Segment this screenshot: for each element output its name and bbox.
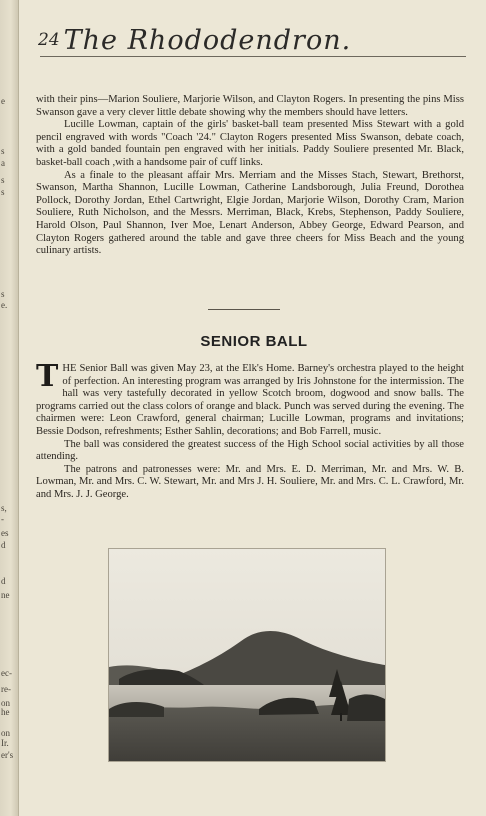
gutter-fragment: s: [1, 187, 5, 197]
gutter-fragment: er's: [1, 750, 14, 760]
photo-right-shrubs: [347, 694, 385, 721]
gutter-fragment: on: [1, 728, 10, 738]
gutter-fragment: e: [1, 96, 5, 106]
senior-ball-lead-text: HE Senior Ball was given May 23, at the Elk's Home. Barney's orchestra played to the height of perfection. An interesting program was arranged by Iris Johnstone for the intermission. The hall was very tastefully decorated in yellow Scotch broom, dogwood and snow balls. The programs carried out the class colors of orange and black. Punch was served during the evening. The chairmen were: Leon Crawford, general chairman; Lucille Lowman, programs and invitations; Bessie Dodson, refreshments; Esther Sahlin, decorations; and Bob Farrell, music.: [36, 363, 464, 437]
gutter-fragment: re-: [1, 684, 11, 694]
gutter-fragment: d: [1, 576, 6, 586]
gutter-fragment: e.: [1, 300, 8, 310]
gutter-fragment: -: [1, 514, 4, 524]
gutter-fragment: s: [1, 175, 5, 185]
binding-gutter: [0, 0, 19, 816]
header-rule: [40, 56, 466, 57]
page-number: 24: [38, 30, 60, 50]
landscape-photo: [108, 548, 386, 762]
gutter-fragment: s: [1, 289, 5, 299]
gutter-fragment: d: [1, 540, 6, 550]
section-title: SENIOR BALL: [200, 333, 308, 350]
gutter-fragment: he: [1, 707, 10, 717]
gutter-fragment: on: [1, 698, 10, 708]
senior-ball-text-block: [36, 359, 464, 502]
senior-ball-paragraph: The patrons and patronesses were: Mr. and Mrs. E. D. Merriman, Mr. and Mrs. W. B. Lowman, Mr. and Mrs. C. W. Stewart, Mr. and Mrs J. H. Souliere, Mr. and Mrs. C. L. Crawford, Mr. and Mrs. J. J. George.: [36, 463, 464, 500]
gutter-fragment: ne: [1, 590, 10, 600]
gutter-fragment: s: [1, 146, 5, 156]
drop-cap: T: [36, 359, 59, 394]
intro-text-block: [36, 94, 464, 258]
senior-ball-paragraph: The ball was considered the greatest success of the High School social activities by all those attending.: [36, 438, 464, 463]
senior-ball-paragraph-1: [36, 359, 464, 439]
gutter-fragment: s,: [1, 503, 7, 513]
gutter-fragment: Ir.: [1, 738, 9, 748]
book-page: [22, 0, 486, 816]
section-separator: [208, 309, 280, 310]
intro-paragraph: Lucille Lowman, captain of the girls' basket-ball team presented Miss Stewart with a gold pencil engraved with words "Coach '24." Clayton Rogers presented Miss Swanson, debate coach, with a gold banded fountain pen engraved with her initials. Paddy Souliere presented Mr. Black, basket-ball coach ,with a handsome pair of cuff links.: [36, 119, 464, 168]
page-header: [38, 22, 468, 58]
intro-paragraph: with their pins—Marion Souliere, Marjorie Wilson, and Clayton Rogers. In presenting the pins Miss Swanson gave a very clever little debate showing why the members should have letters.: [36, 94, 464, 118]
gutter-fragment: es: [1, 528, 9, 538]
landscape-photo-icon: [109, 549, 385, 761]
photo-tree-trunk: [340, 713, 342, 721]
gutter-fragment: ec-: [1, 668, 12, 678]
gutter-fragment: a: [1, 158, 5, 168]
intro-paragraph: As a finale to the pleasant affair Mrs. Merriam and the Misses Stach, Stewart, Brethorst, Swanson, Martha Shannon, Lucille Lowman, Catherine Landsborough, Julia Freund, Dorothea Pollock, Dorothy Jordan, Ethel Cartwright, Elgie Jordan, Marjorie Wilson, Dorothy Cram, Marion Souliere, Ruth Nicholson, and the Messrs. Merriman, Black, Krebs, Stephenson, Paddy Souliere, Harold Olson, Paul Shannon, Iver Moe, Lenart Anderson, Abbey George, Edward Pearson, and Clayton Rogers gathered around the table and gave three cheers for Miss Beach and the young culinary artists.: [36, 169, 464, 257]
running-title: The Rhododendron.: [63, 24, 352, 56]
